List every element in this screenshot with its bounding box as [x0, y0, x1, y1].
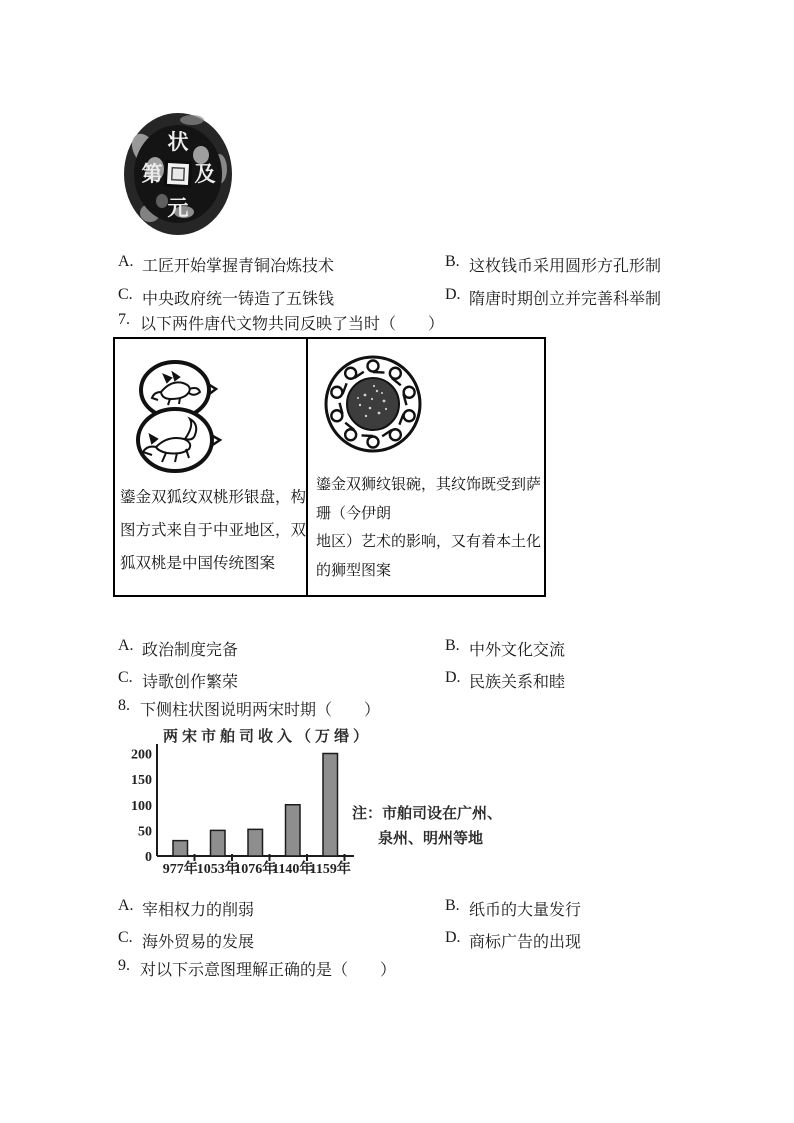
question-number: 7.	[118, 311, 130, 328]
option-text: 中外文化交流	[469, 642, 566, 659]
q7-option-a	[118, 637, 238, 660]
coin-char-top: 状	[167, 130, 189, 154]
y-tick-label: 150	[131, 773, 152, 789]
q7-option-d	[445, 669, 565, 692]
lion-bowl-caption	[316, 471, 544, 585]
table-cell-lion-bowl	[308, 339, 544, 595]
bar-1053年	[211, 830, 226, 856]
q6-option-a	[118, 253, 334, 276]
q8-option-c	[118, 929, 254, 952]
option-letter: B.	[445, 897, 460, 914]
caption-line: 鎏金双狐纹双桃形银盘，构	[120, 489, 307, 506]
option-letter: D.	[445, 929, 461, 946]
option-text: 宰相权力的削弱	[142, 902, 255, 919]
option-text: 隋唐时期创立并完善科举制	[469, 291, 662, 308]
option-text: 政治制度完备	[142, 642, 239, 659]
q8-option-b	[445, 897, 581, 920]
q7-option-b	[445, 637, 565, 660]
coin-image	[122, 111, 235, 237]
caption-line: 图方式来自于中亚地区，双	[120, 522, 307, 539]
q8-stem	[118, 697, 380, 720]
option-letter: B.	[445, 253, 460, 270]
option-text: 工匠开始掌握青铜冶炼技术	[142, 258, 335, 275]
question-text: 对以下示意图理解正确的是（ ）	[140, 962, 397, 979]
y-tick-label: 0	[145, 850, 152, 865]
lion-bowl-image	[322, 353, 424, 455]
q8-option-d	[445, 929, 581, 952]
x-tick-label: 977年	[162, 862, 198, 877]
chart-title: 两宋市舶司收入（万缗）	[163, 729, 373, 745]
q7-artifact-table	[113, 337, 546, 597]
x-tick-label: 1053年	[196, 862, 239, 877]
question-number: 8.	[118, 697, 130, 714]
bar-1076年	[248, 829, 263, 856]
caption-line: 的狮型图案	[316, 562, 392, 579]
option-letter: A.	[118, 897, 134, 914]
chart-note-line: 泉州、明州等地	[378, 831, 484, 847]
coin-char-bottom: 元	[167, 196, 189, 220]
question-number: 9.	[118, 957, 130, 974]
y-tick-label: 50	[138, 824, 152, 840]
bar-1159年	[323, 754, 338, 857]
x-tick-label: 1076年	[234, 862, 277, 877]
chart-note	[352, 802, 502, 852]
q9-stem	[118, 957, 396, 980]
option-letter: C.	[118, 286, 133, 303]
question-text: 下侧柱状图说明两宋时期（ ）	[140, 702, 381, 719]
caption-line: 珊（今伊朗	[316, 505, 392, 522]
option-letter: D.	[445, 286, 461, 303]
option-letter: C.	[118, 669, 133, 686]
x-tick-label: 1159年	[309, 862, 351, 877]
coin-char-left: 第	[141, 162, 163, 186]
option-letter: D.	[445, 669, 461, 686]
option-text: 纸币的大量发行	[469, 902, 582, 919]
fox-plate-caption	[120, 481, 306, 580]
option-text: 海外贸易的发展	[142, 934, 255, 951]
x-tick-label: 1140年	[272, 862, 314, 877]
fox-plate-image	[125, 359, 225, 473]
option-letter: B.	[445, 637, 460, 654]
q6-option-d	[445, 286, 661, 309]
option-text: 这枚钱币采用圆形方孔形制	[469, 258, 662, 275]
coin-square-hole	[165, 161, 190, 186]
q6-option-b	[445, 253, 661, 276]
bar-1140年	[286, 805, 301, 856]
q7-stem	[118, 311, 444, 334]
q7-option-c	[118, 669, 238, 692]
option-letter: C.	[118, 929, 133, 946]
caption-line: 地区）艺术的影响，又有着本土化	[316, 534, 542, 550]
option-letter: A.	[118, 253, 134, 270]
option-text: 民族关系和睦	[469, 674, 566, 691]
chart-note-line: 注：市舶司设在广州、	[352, 806, 503, 822]
option-letter: A.	[118, 637, 134, 654]
option-text: 商标广告的出现	[469, 934, 582, 951]
caption-line: 狐双桃是中国传统图案	[120, 555, 276, 572]
q6-option-c	[118, 286, 334, 309]
caption-line: 鎏金双狮纹银碗，其纹饰既受到萨	[316, 477, 542, 493]
coin-char-right: 及	[194, 162, 216, 186]
question-text: 以下两件唐代文物共同反映了当时（ ）	[140, 316, 445, 333]
y-tick-label: 100	[131, 798, 152, 814]
bar-977年	[173, 841, 188, 856]
q8-option-a	[118, 897, 254, 920]
y-tick-label: 200	[131, 747, 152, 763]
option-text: 中央政府统一铸造了五铢钱	[142, 291, 335, 308]
table-cell-fox-plate	[115, 339, 308, 595]
option-text: 诗歌创作繁荣	[142, 674, 239, 691]
